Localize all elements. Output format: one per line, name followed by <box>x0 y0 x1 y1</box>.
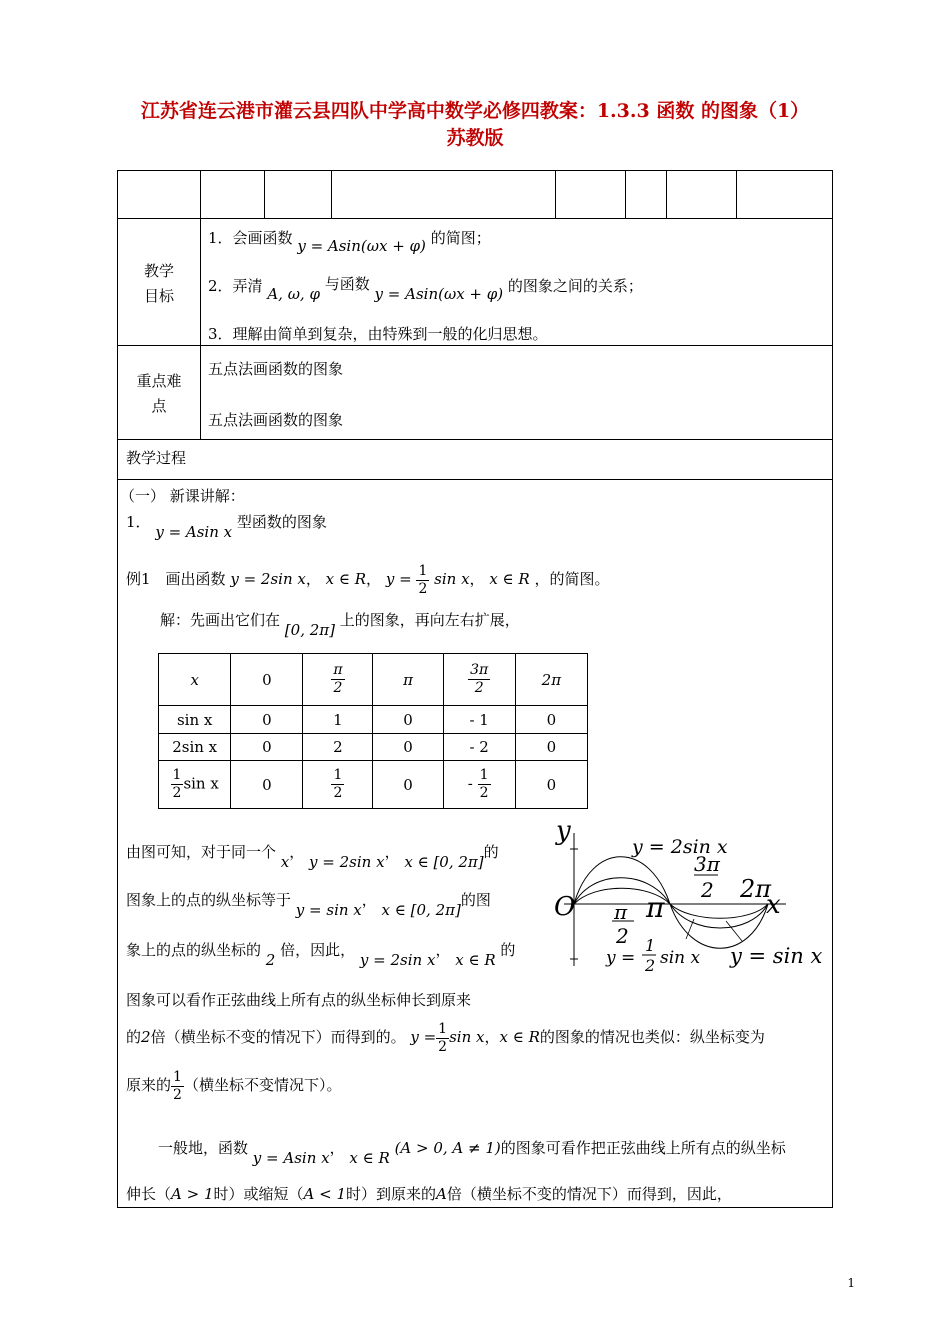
row-divider <box>118 439 832 440</box>
sine-graph-figure <box>554 811 824 971</box>
page-number: 1 <box>847 1276 855 1290</box>
col-divider <box>555 171 556 218</box>
label-half-den: 2 <box>645 956 656 971</box>
fraction-half: $\frac{1}{2}$ <box>418 562 428 597</box>
formula: y = Asin(ωx + φ) <box>297 237 426 255</box>
title-line-1: 江苏省连云港市灌云县四队中学高中数学必修四教案：1.3.3 函数 的图象（1） <box>140 100 810 122</box>
solution-text: 解：先画出它们在 [0, 2π] 上的图象，再向左右扩展， <box>160 611 520 639</box>
difficult-point: 五点法画函数的图象 <box>208 411 344 429</box>
key-point: 五点法画函数的图象 <box>208 360 344 378</box>
variables: A, ω, φ <box>267 285 320 303</box>
table-row: 2sin x 0 2 0 - 2 0 <box>159 734 588 761</box>
example-1: 例1 画出函数 y = 2sin x， x ∈ R， y = $\frac{1}{2}$ sin x， x ∈ R ，的简图。 <box>126 562 610 597</box>
table-row: $\frac{1}{2}$ sin x 0 $\frac{1}{2}$ 0 - $\frac{1}{2}$ 0 <box>159 761 588 809</box>
col-divider <box>264 171 265 218</box>
curve-sinx <box>574 878 768 928</box>
formula: y = Asin(ωx + φ) <box>374 285 504 303</box>
paragraph-line: 图象可以看作正弦曲线上所有点的纵坐标伸长到原来 <box>126 991 472 1009</box>
x-axis-label: x <box>766 890 781 920</box>
paragraph-line: 由图可知，对于同一个 x， y = 2sin x， x ∈ [0, 2π]的 <box>126 843 499 871</box>
col-divider <box>666 171 667 218</box>
label-half-num: 1 <box>645 936 656 955</box>
objective-1: 1．会画函数 y = Asin(ωx + φ) 的简图； <box>208 229 491 255</box>
row-divider <box>118 345 832 346</box>
row-divider <box>118 218 832 219</box>
label-half-rhs: sin x <box>660 948 701 968</box>
col-divider <box>200 171 201 218</box>
label-3pi-den: 2 <box>701 878 714 902</box>
label-column-divider <box>200 218 201 439</box>
label-3pi-num: 3π <box>694 852 720 876</box>
y-axis-label: y <box>556 816 571 846</box>
paragraph-line: 的2倍（横坐标不变的情况下）而得到的。 y = $\frac{1}{2}$ sin x，x ∈ R的图象的情况也类似：纵坐标变为 <box>126 1020 765 1055</box>
objective-2: 2．弄清 A, ω, φ 与函数 y = Asin(ωx + φ) 的图象之间的关系； <box>208 275 643 303</box>
paragraph-line: 伸长（A > 1时）或缩短（A < 1时）到原来的A倍（横坐标不变的情况下）而得到，因此， <box>126 1185 732 1203</box>
label-pi: π <box>646 891 665 924</box>
paragraph-line: 一般地，函数 y = Asin x， x ∈ R (A > 0, A ≠ 1)的图象可看作把正弦曲线上所有点的纵坐标 <box>158 1139 786 1167</box>
subsection-heading: 1． y = Asin x 型函数的图象 <box>126 513 327 541</box>
label-2sinx: y = 2sin x <box>632 836 728 858</box>
col-divider <box>331 171 332 218</box>
document-title <box>60 98 890 152</box>
objective-3: 3．理解由简单到复杂，由特殊到一般的化归思想。 <box>208 325 548 343</box>
paragraph-line: 图象上的点的纵坐标等于 y = sin x， x ∈ [0, 2π]的图 <box>126 891 491 919</box>
table-row: x 0 $\frac{\pi}{2}$ π $\frac{3\pi}{2}$ 2π <box>159 654 588 706</box>
col-divider <box>736 171 737 218</box>
origin-label: O <box>554 892 576 922</box>
curve-half-sinx <box>574 888 768 918</box>
row-divider <box>118 479 832 480</box>
curve-2sinx <box>574 857 768 949</box>
table-row: sin x 0 1 0 - 1 0 <box>159 706 588 734</box>
label-pi2-den: 2 <box>616 924 629 948</box>
label-pi2-num: π <box>614 900 628 924</box>
col-divider <box>625 171 626 218</box>
pointer-line <box>726 921 742 941</box>
section-heading: （一） 新课讲解： <box>120 487 245 505</box>
title-line-2: 苏教版 <box>446 127 504 149</box>
value-table <box>158 653 588 809</box>
label-half-lhs: y = <box>606 948 636 968</box>
label-sinx: y = sin x <box>730 944 823 968</box>
paragraph-line: 象上的点的纵坐标的 2 倍，因此， y = 2sin x， x ∈ R 的 <box>126 941 516 969</box>
label-2pi: 2π <box>740 875 772 903</box>
key-points-label: 重点难 点 <box>136 372 182 415</box>
objectives-label: 教学 目标 <box>143 262 174 305</box>
process-label: 教学过程 <box>126 449 187 467</box>
paragraph-line: 原来的 $\frac{1}{2}$ （横坐标不变情况下）。 <box>126 1068 342 1103</box>
lesson-plan-table <box>117 170 833 1208</box>
